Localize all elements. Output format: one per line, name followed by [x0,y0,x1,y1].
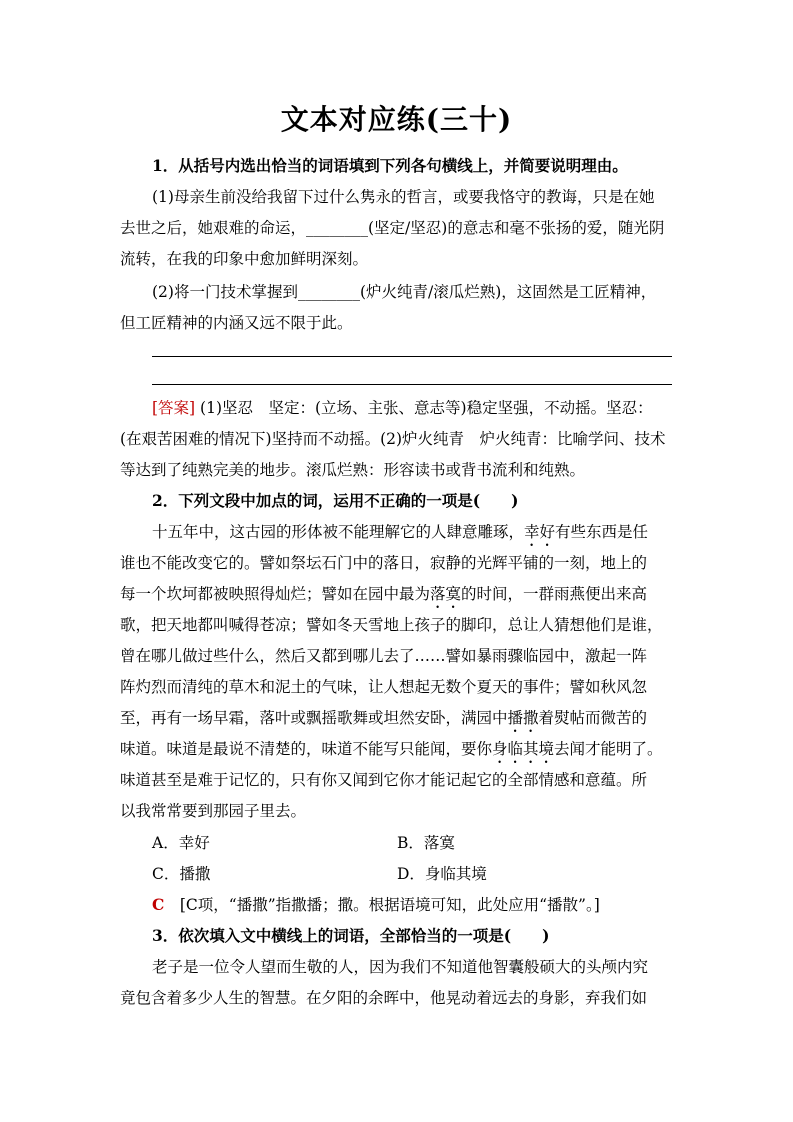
q2-answer [152,895,680,915]
answer-tag: [答案] [152,399,196,417]
q2-passage-line-7 [120,708,680,736]
passage-text: 十五年中，这古园的形体被不能理解它的人肆意雕琢， [152,523,525,541]
q3-passage-line-1: 老子是一位令人望而生敬的人，因为我们不知道他智囊般硕大的头颅内究 [152,958,649,976]
q1-answer-line-1 [152,398,680,418]
q2-passage-line-2: 谁也不能改变它的。譬如祭坛石门中的落日，寂静的光辉平铺的一刻，地上的 [120,554,648,572]
q2-answer-explanation: [C项，“播撒”指撒播；撒。根据语境可知，此处应用“播散”。] [179,896,600,914]
option-c[interactable]: C．播撒 [152,865,211,883]
passage-text: 的时间，一群雨燕便出来高 [461,585,648,603]
passage-text: 着熨帖而微苦的 [538,709,648,727]
passage-text: 去闻才能明了。 [554,740,663,758]
q2-passage-line-4: 歌，把天地都叫喊得苍凉；譬如冬天雪地上孩子的脚印，总让人猜想他们是谁， [120,616,663,634]
q2-passage-line-9: 味道甚至是难于记忆的，只有你又闻到它你才能记起它的全部情感和意蕴。所 [120,771,648,789]
page-title: 文本对应练(三十) [280,103,513,136]
question-2-stem: 2．下列文段中加点的词，运用不正确的一项是( ) [152,491,519,510]
passage-text: 每一个坎坷都被映照得灿烂；譬如在园中最为 [120,585,431,603]
q2-answer-letter: C [152,895,165,914]
answer-writing-line-1 [152,356,672,357]
q1-answer-text: (1)坚忍 坚定：(立场、主张、意志等)稳定坚强，不动摇。坚忍： [200,399,653,417]
q2-passage-line-3 [120,584,680,612]
dotted-word-c: 播撒 [507,709,539,727]
q1-sentence-2-line-2: 但工匠精神的内涵又远不限于此。 [120,314,353,332]
answer-writing-line-2 [152,384,672,385]
q1-sentence-1-line-2: 去世之后，她艰难的命运，________(坚定/坚忍)的意志和毫不张扬的爱，随光阴 [120,219,665,237]
question-3-stem: 3．依次填入文中横线上的词语，全部恰当的一项是( ) [152,926,550,945]
option-d[interactable]: D．身临其境 [397,865,487,883]
passage-text: 有些东西是任 [555,523,649,541]
passage-text: 味道。味道是最说不清楚的，味道不能写只能闻，要你 [120,740,493,758]
dotted-word-a: 幸好 [524,523,556,541]
option-b[interactable]: B．落寞 [397,834,455,852]
q1-sentence-1-line-1: (1)母亲生前没给我留下过什么隽永的哲言，或要我恪守的教诲，只是在她 [152,188,655,206]
q1-sentence-1-line-3: 流转，在我的印象中愈加鲜明深刻。 [120,250,369,268]
q2-passage-line-1 [152,522,680,550]
q1-sentence-2-line-1: (2)将一门技术掌握到________(炉火纯青/滚瓜烂熟)，这固然是工匠精神， [152,283,657,301]
q2-passage-line-8 [120,739,680,767]
q3-passage-line-2: 竟包含着多少人生的智慧。在夕阳的余晖中，他晃动着远去的身影，弃我们如 [120,989,648,1007]
q2-passage-line-5: 曾在哪儿做过些什么，然后又都到哪儿去了……譬如暴雨骤临园中，激起一阵 [120,647,648,665]
dotted-word-d: 身临其境 [492,740,555,758]
q1-answer-line-3: 等达到了纯熟完美的地步。滚瓜烂熟：形容读书或背书流利和纯熟。 [120,461,586,479]
option-a[interactable]: A．幸好 [152,834,210,852]
q2-passage-line-10: 以我常常要到那园子里去。 [120,802,307,820]
passage-text: 至，再有一场早霜，落叶或飘摇歌舞或坦然安卧，满园中 [120,709,508,727]
q2-passage-line-6: 阵灼烈而清纯的草木和泥土的气味，让人想起无数个夏天的事件；譬如秋风忽 [120,678,648,696]
dotted-word-b: 落寞 [430,585,462,603]
question-1-stem: 1．从括号内选出恰当的词语填到下列各句横线上，并简要说明理由。 [152,156,628,175]
q1-answer-line-2: (在艰苦困难的情况下)坚持而不动摇。(2)炉火纯青 炉火纯青：比喻学问、技术 [120,430,666,448]
